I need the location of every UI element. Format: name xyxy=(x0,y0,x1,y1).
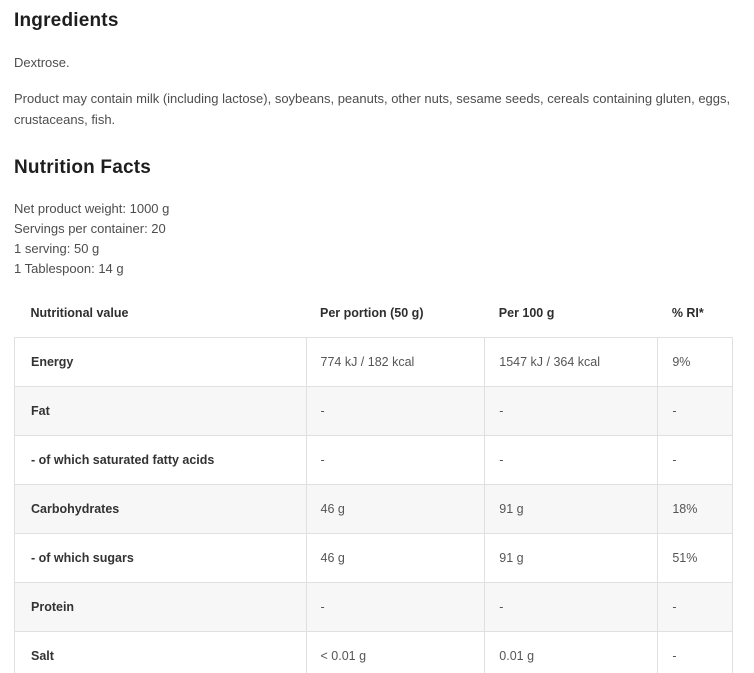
nutrient-value: 91 g xyxy=(485,534,658,583)
nutrient-label: Fat xyxy=(15,387,307,436)
column-header-per-100g: Per 100 g xyxy=(498,306,555,320)
table-row xyxy=(15,387,733,436)
nutrient-label: Protein xyxy=(15,583,307,632)
serving-size-line: 1 serving: 50 g xyxy=(14,241,100,256)
nutrient-value: - xyxy=(306,583,485,632)
nutrient-label: - of which saturated fatty acids xyxy=(15,436,307,485)
net-weight-line: Net product weight: 1000 g xyxy=(14,201,170,216)
nutrient-value: < 0.01 g xyxy=(306,632,485,673)
composition-text: Dextrose. xyxy=(14,55,70,70)
nutrient-label: Energy xyxy=(15,338,307,387)
table-row xyxy=(15,534,733,583)
nutrient-value: 18% xyxy=(658,485,733,534)
nutrition-table xyxy=(14,296,733,673)
table-row xyxy=(15,632,733,673)
column-header-nutritional-value: Nutritional value xyxy=(30,306,129,320)
nutrient-value: 9% xyxy=(658,338,733,387)
table-header-row xyxy=(15,296,733,338)
nutrient-value: 51% xyxy=(658,534,733,583)
nutrient-value: - xyxy=(658,436,733,485)
ingredients-title: Ingredients xyxy=(14,10,119,31)
nutrient-value: - xyxy=(306,387,485,436)
nutrient-label: Carbohydrates xyxy=(15,485,307,534)
nutrient-label: - of which sugars xyxy=(15,534,307,583)
nutrition-table-body xyxy=(15,338,733,673)
nutrient-value: 46 g xyxy=(306,534,485,583)
nutrient-value: 0.01 g xyxy=(485,632,658,673)
column-header-ri: % RI* xyxy=(671,306,704,320)
nutrient-value: - xyxy=(485,436,658,485)
nutrient-value: - xyxy=(485,387,658,436)
nutrient-value: - xyxy=(485,583,658,632)
nutrient-value: 46 g xyxy=(306,485,485,534)
nutrient-value: 1547 kJ / 364 kcal xyxy=(485,338,658,387)
column-header-per-portion: Per portion (50 g) xyxy=(320,306,424,320)
nutrient-value: 774 kJ / 182 kcal xyxy=(306,338,485,387)
nutrient-value: - xyxy=(306,436,485,485)
table-row xyxy=(15,583,733,632)
nutrient-value: - xyxy=(658,632,733,673)
nutrition-facts-title: Nutrition Facts xyxy=(14,157,152,178)
nutrient-value: - xyxy=(658,387,733,436)
servings-line: Servings per container: 20 xyxy=(14,221,166,236)
nutrient-label: Salt xyxy=(15,632,307,673)
nutrient-value: 91 g xyxy=(485,485,658,534)
table-row xyxy=(15,338,733,387)
tablespoon-size-line: 1 Tablespoon: 14 g xyxy=(14,261,124,276)
table-row xyxy=(15,436,733,485)
serving-info-block xyxy=(14,199,733,279)
table-row xyxy=(15,485,733,534)
nutrient-value: - xyxy=(658,583,733,632)
allergen-warning-text: Product may contain milk (including lactose), soybeans, peanuts, other nuts, sesame seeds, cereals containing gluten, eggs, crustaceans, fish. xyxy=(14,91,731,127)
